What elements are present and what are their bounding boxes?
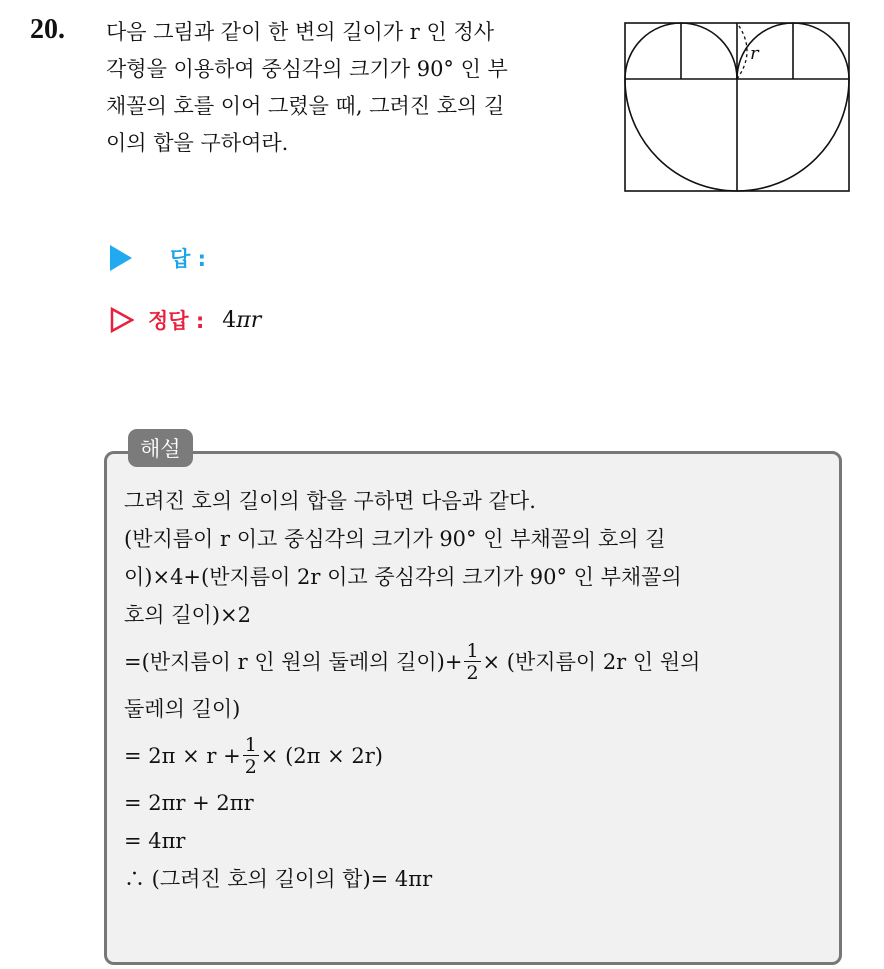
solution-line-7-start: = 2π × r + [124, 744, 241, 768]
correct-answer-variable: πr [236, 307, 262, 333]
solution-line-5 [124, 634, 834, 690]
square-arcs-figure [622, 21, 852, 193]
solution-line-3: 이)×4+(반지름이 2r 이고 중심각의 크기가 90° 인 부채꼴의 [124, 565, 682, 589]
arc-top-right-2 [793, 23, 849, 79]
question-number: 20. [30, 14, 65, 45]
correct-answer-row [110, 305, 261, 335]
solution-line-4: 호의 길이)×2 [124, 603, 251, 627]
question-line-1: 다음 그림과 같이 한 변의 길이가 r 인 정사 [106, 20, 495, 44]
solution-line-10: ∴ (그려진 호의 길이의 합)= 4πr [124, 867, 433, 891]
outline-triangle-icon [110, 307, 134, 333]
arc-bottom-left [625, 79, 737, 191]
solution-line-6: 둘레의 길이) [124, 697, 241, 721]
solution-line-7 [124, 728, 834, 784]
fraction-numerator: 1 [466, 639, 479, 662]
answer-label: 답 : [170, 247, 206, 271]
fraction-denominator-2: 2 [244, 755, 257, 778]
correct-answer-number: 4 [222, 307, 237, 333]
arc-top-left-1 [625, 23, 681, 79]
arc-bottom-right [737, 79, 849, 191]
solution-text [124, 482, 834, 898]
answer-row [110, 243, 206, 273]
radius-label: r [750, 43, 759, 64]
dashed-radius-arc [737, 23, 747, 79]
arc-top-right-1 [737, 23, 793, 79]
fraction-one-half [464, 639, 480, 684]
question-text [106, 14, 586, 162]
filled-triangle-icon [110, 245, 132, 271]
solution-line-1: 그려진 호의 길이의 합을 구하면 다음과 같다. [124, 489, 536, 513]
arc-top-left-2 [681, 23, 737, 79]
question-line-3: 채꼴의 호를 이어 그렸을 때, 그려진 호의 길 [106, 94, 505, 118]
question-line-4: 이의 합을 구하여라. [106, 131, 289, 155]
solution-line-7-end: × (2π × 2r) [260, 744, 383, 768]
solution-tab: 해설 [128, 429, 193, 467]
solution-line-2: (반지름이 r 이고 중심각의 크기가 90° 인 부채꼴의 호의 길 [124, 527, 666, 551]
fraction-denominator: 2 [466, 661, 479, 684]
correct-answer-label: 정답 : [148, 309, 205, 333]
solution-line-8: = 2πr + 2πr [124, 791, 254, 815]
solution-line-9: = 4πr [124, 829, 186, 853]
fraction-one-half-2 [243, 733, 259, 778]
question-line-2: 각형을 이용하여 중심각의 크기가 90° 인 부 [106, 57, 508, 81]
solution-line-5-start: =(반지름이 r 인 원의 둘레의 길이)+ [124, 650, 463, 674]
fraction-numerator-2: 1 [244, 733, 257, 756]
solution-line-5-end: × (반지름이 2r 인 원의 [482, 650, 701, 674]
correct-answer-value [222, 308, 261, 333]
